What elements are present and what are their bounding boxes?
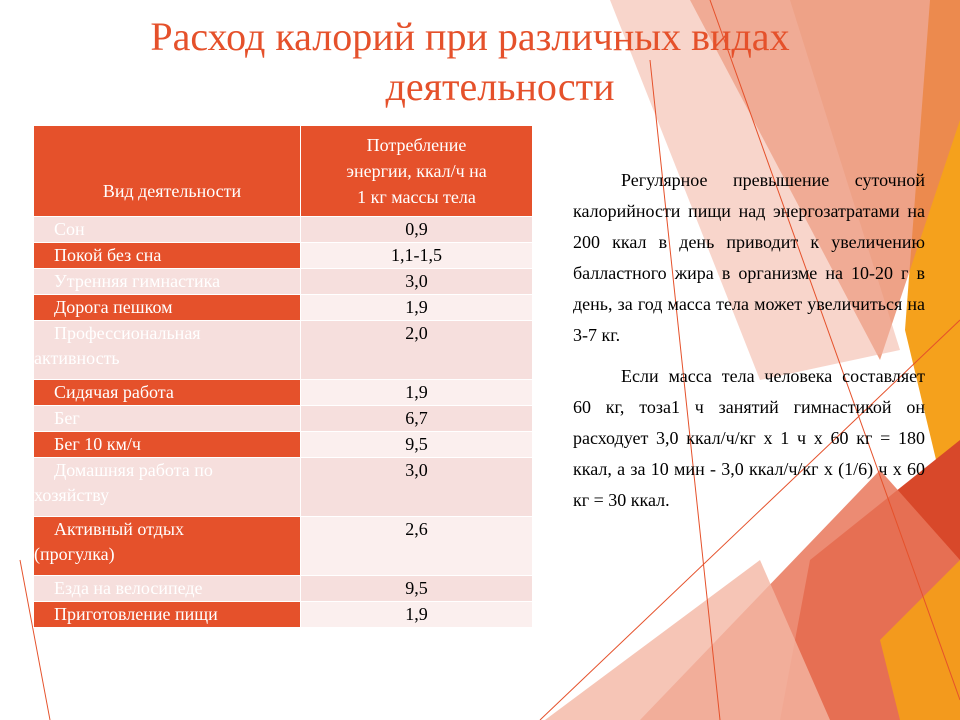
activity-name-line-1: Профессиональная [54,323,201,343]
paragraph-1: Регулярное превышение суточной калорийности пищи над энергозатратами на 200 ккал в день приводит к увеличению балластного жира в организме на 10-20 г в день, за год масса тела может увеличиться на 3-7 кг. [573,170,925,345]
header-energy-line-3: 1 кг массы тела [357,187,476,207]
activity-name-line-2: активность [34,348,120,368]
table-row [34,602,533,628]
activity-value: 1,9 [301,602,533,628]
activity-name [34,458,301,517]
activity-value: 3,0 [301,458,533,517]
activity-name: Сидячая работа [34,380,301,406]
activity-name-line-1: Активный отдых [54,519,185,539]
table-row [34,380,533,406]
activity-name [34,321,301,380]
table-row [34,576,533,602]
activity-name-line-1: Домашняя работа по [54,460,213,480]
table-header-row [34,126,533,217]
activity-name: Сон [34,217,301,243]
activity-value: 1,9 [301,380,533,406]
explanation-text [573,165,925,526]
table-row [34,458,533,517]
activity-name [34,517,301,576]
activity-name-line-2: хозяйству [34,485,110,505]
activity-value: 2,0 [301,321,533,380]
table-row [34,432,533,458]
table-row [34,517,533,576]
activity-name: Дорога пешком [34,295,301,321]
table-row [34,406,533,432]
paragraph-2: Если масса тела человека составляет 60 кг, тоза1 ч занятий гимнастикой он расходует 3,0 ккал/ч/кг x 1 ч x 60 кг = 180 ккал, а за 10 мин - 3,0 ккал/ч/кг x (1/6) ч x 60 кг = 30 ккал. [573,366,925,510]
header-energy [301,126,533,217]
activity-name: Приготовление пищи [34,602,301,628]
activity-value: 6,7 [301,406,533,432]
activity-name-line-2: (прогулка) [34,544,115,564]
activity-value: 9,5 [301,576,533,602]
activity-name: Езда на велосипеде [34,576,301,602]
table-row [34,295,533,321]
activity-table [33,125,533,628]
header-energy-line-2: энергии, ккал/ч на [346,161,487,181]
table-row [34,321,533,380]
table-row [34,217,533,243]
table-row [34,269,533,295]
header-activity [34,126,301,217]
table-row [34,243,533,269]
activity-value: 1,1-1,5 [301,243,533,269]
activity-name: Бег 10 км/ч [34,432,301,458]
activity-name: Покой без сна [34,243,301,269]
activity-value: 9,5 [301,432,533,458]
title-line-2: деятельности [385,64,615,109]
header-energy-line-1: Потребление [366,135,467,155]
title-line-1: Расход калорий при различных видах [150,14,790,59]
activity-name: Утренняя гимнастика [34,269,301,295]
activity-value: 3,0 [301,269,533,295]
activity-value: 0,9 [301,217,533,243]
activity-value: 1,9 [301,295,533,321]
page-title [60,12,920,112]
header-activity-label: Вид деятельности [102,180,242,201]
activity-name: Бег [34,406,301,432]
activity-value: 2,6 [301,517,533,576]
